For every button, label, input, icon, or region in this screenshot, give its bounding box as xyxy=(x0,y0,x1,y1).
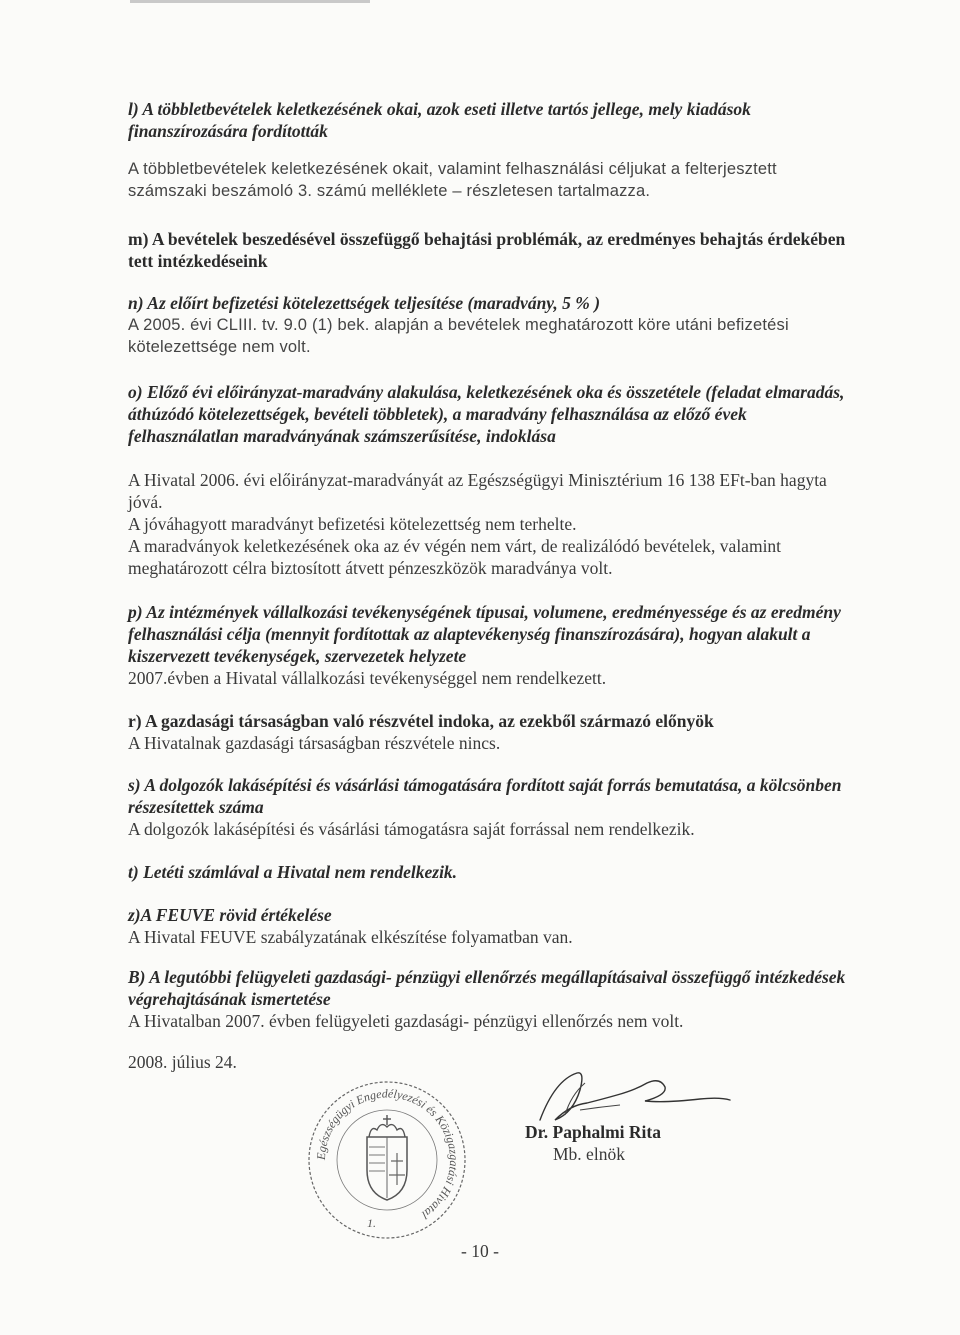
page-number: - 10 - xyxy=(461,1241,499,1261)
section-n-body: A 2005. évi CLIII. tv. 9.0 (1) bek. alapján a bevételek meghatározott köre utáni befizetési kötelezettsége nem volt. xyxy=(128,316,789,356)
section-r-heading: r) A gazdasági társaságban való részvétel indoka, az ezekből származó előnyök xyxy=(128,711,714,731)
section-p-body: 2007.évben a Hivatal vállalkozási tevékenységgel nem rendelkezett. xyxy=(128,668,607,688)
stamp-ring-text: Egészségügyi Engedélyezési és Közigazgatási Hivatal xyxy=(313,1086,462,1222)
section-l-body: A többletbevételek keletkezésének okait, valamint felhasználási céljukat a felterjesztett számszaki beszámoló 3. számú melléklete – részletesen tartalmazza. xyxy=(128,160,777,200)
section-B-body: A Hivatalban 2007. évben felügyeleti gazdasági- pénzügyi ellenőrzés nem volt. xyxy=(128,1011,684,1031)
section-o-heading: o) Előző évi előirányzat-maradvány alakulása, keletkezésének oka és összetétele (feladat elmaradás, áthúzódó kötelezettségek, bevételi többletek), a maradvány felhasználása az előző évek felhasználatlan maradványának számszerűsítése, indoklása xyxy=(128,382,845,446)
section-l xyxy=(128,98,858,202)
section-t-heading: t) Letéti számlával a Hivatal nem rendelkezik. xyxy=(128,862,458,882)
coat-of-arms-icon xyxy=(367,1115,407,1200)
section-t xyxy=(128,861,858,883)
section-m-heading: m) A bevételek beszedésével összefüggő behajtási problémák, az eredményes behajtás érdekében tett intézkedéseink xyxy=(128,229,846,271)
section-s-heading: s) A dolgozók lakásépítési és vásárlási támogatására fordított saját forrás bemutatása, a kölcsönben részesítettek száma xyxy=(128,775,842,817)
section-p xyxy=(128,601,858,689)
document-date: 2008. július 24. xyxy=(128,1052,237,1072)
section-n-heading: n) Az előírt befizetési kötelezettségek teljesítése (maradvány, 5 % ) xyxy=(128,293,601,313)
signatory-name: Dr. Paphalmi Rita xyxy=(525,1122,661,1142)
section-n xyxy=(128,292,858,358)
section-z-heading: z)A FEUVE rövid értékelése xyxy=(128,905,332,925)
section-z xyxy=(128,904,858,948)
section-s xyxy=(128,774,858,840)
stamp-number: 1. xyxy=(367,1216,376,1230)
section-p-heading: p) Az intézmények vállalkozási tevékenységének típusai, volumene, eredményessége és az eredmény felhasználási célja (mennyit fordítottak az alaptevékenység finanszírozására), hogyan alakult a kiszervezett tevékenységek, szervezetek helyzete xyxy=(128,602,841,666)
section-B-heading: B) A legutóbbi felügyeleti gazdasági- pénzügyi ellenőrzés megállapításaival összefüggő intézkedések végrehajtásának ismertetése xyxy=(128,967,846,1009)
handwritten-signature xyxy=(525,1065,735,1130)
section-o-body-3: A maradványok keletkezésének oka az év végén nem várt, de realizálódó bevételek, valamint meghatározott célra biztosított átvett pénzeszközök maradványa volt. xyxy=(128,536,782,578)
section-m xyxy=(128,228,858,272)
section-r-body: A Hivatalnak gazdasági társaságban részvétele nincs. xyxy=(128,733,501,753)
section-B xyxy=(128,966,858,1032)
signatory-title: Mb. elnök xyxy=(553,1144,625,1164)
section-s-body: A dolgozók lakásépítési és vásárlási támogatásra saját forrással nem rendelkezik. xyxy=(128,819,695,839)
section-r xyxy=(128,710,858,754)
top-edge-mark xyxy=(130,0,370,3)
section-o xyxy=(128,381,858,579)
official-stamp xyxy=(305,1075,470,1245)
section-z-body: A Hivatal FEUVE szabályzatának elkészítése folyamatban van. xyxy=(128,927,573,947)
section-o-body-1: A Hivatal 2006. évi előirányzat-maradványát az Egészségügyi Minisztérium 16 138 EFt-ban hagyta jóvá. xyxy=(128,470,827,512)
section-o-body-2: A jóváhagyott maradványt befizetési kötelezettség nem terhelte. xyxy=(128,514,577,534)
section-l-heading: l) A többletbevételek keletkezésének okai, azok eseti illetve tartós jellege, mely kiadások finanszírozására fordították xyxy=(128,99,751,141)
